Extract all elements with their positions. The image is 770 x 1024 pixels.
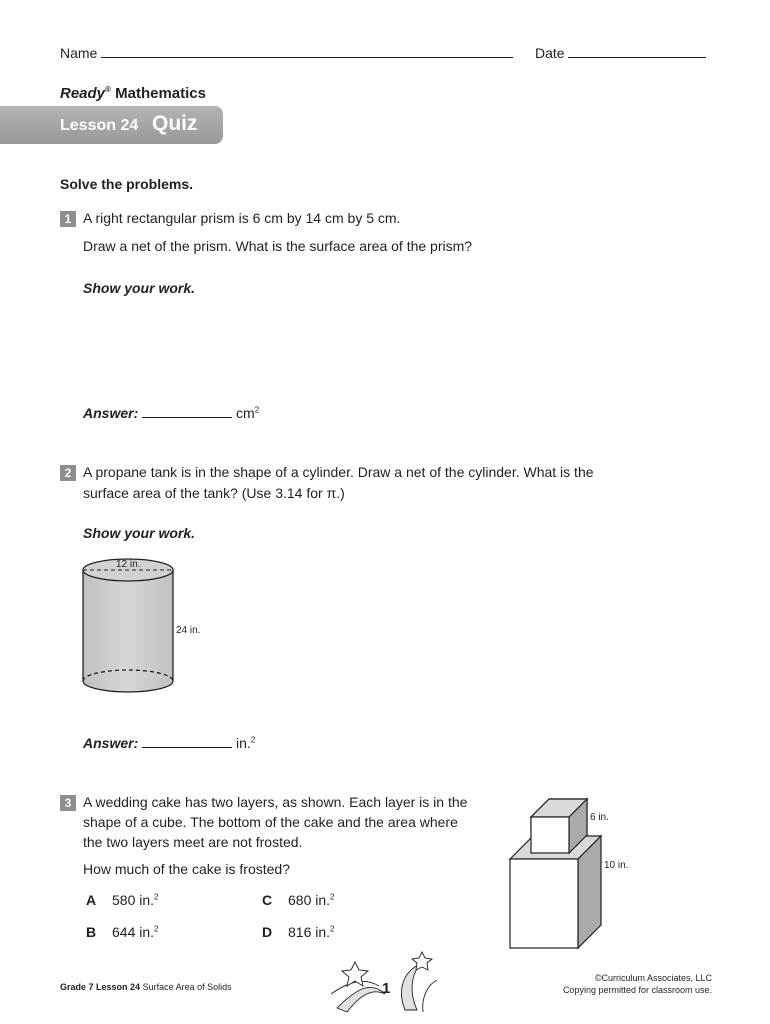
cylinder-diameter-label: 12 in. xyxy=(116,559,141,570)
instructions: Solve the problems. xyxy=(60,176,194,192)
q1-answer xyxy=(83,405,259,421)
choice-b-exp: 2 xyxy=(154,924,159,934)
choice-d-value: 816 in. xyxy=(288,924,331,940)
choice-d[interactable] xyxy=(262,924,335,940)
choice-b-value: 644 in. xyxy=(112,924,155,940)
q2-line1: A propane tank is in the shape of a cylinder. Draw a net of the cylinder. What is the xyxy=(83,464,594,480)
q2-answer xyxy=(83,735,255,751)
q1-answer-unit: cm xyxy=(236,405,255,421)
q2-show-work: Show your work. xyxy=(83,525,196,541)
q3-line2: shape of a cube. The bottom of the cake and the area where xyxy=(83,814,458,830)
top-layer-edge-label: 6 in. xyxy=(590,812,609,823)
banner-lesson: Lesson 24 xyxy=(60,117,139,134)
q2-answer-unit: in. xyxy=(236,735,251,751)
q1-answer-unit-exp: 2 xyxy=(254,405,260,415)
choice-a[interactable] xyxy=(86,892,159,908)
q3-line1: A wedding cake has two layers, as shown. Each layer is in the xyxy=(83,794,468,810)
brand-ready: Ready xyxy=(60,85,106,102)
date-field xyxy=(535,45,706,61)
choice-a-value: 580 in. xyxy=(112,892,155,908)
brand-mathematics: Mathematics xyxy=(115,85,206,102)
footer-copyright: ©Curriculum Associates, LLC xyxy=(594,973,712,983)
footer-topic: Surface Area of Solids xyxy=(142,982,232,992)
name-line[interactable] xyxy=(101,57,513,58)
q3-number-badge: 3 xyxy=(60,795,76,811)
brand-reg: ® xyxy=(105,85,111,94)
q2-number-badge: 2 xyxy=(60,465,76,481)
choice-c-letter: C xyxy=(262,892,273,908)
footer-copyright-block xyxy=(563,972,712,996)
bottom-layer-edge-label: 10 in. xyxy=(604,860,629,871)
q1-number-badge: 1 xyxy=(60,211,76,227)
brand-title xyxy=(60,85,206,102)
lesson-banner xyxy=(0,106,223,144)
cylinder-height-label: 24 in. xyxy=(176,625,201,636)
choice-a-exp: 2 xyxy=(154,892,159,902)
choice-d-letter: D xyxy=(262,924,273,940)
footer-permission: Copying permitted for classroom use. xyxy=(562,985,712,995)
choice-c[interactable] xyxy=(262,892,335,908)
q1-answer-blank[interactable] xyxy=(142,417,232,418)
footer-lesson-info xyxy=(60,982,232,992)
choice-a-letter: A xyxy=(86,892,97,908)
choice-b-letter: B xyxy=(86,924,97,940)
page-number: 1 xyxy=(382,980,391,997)
footer-lesson: Lesson 24 xyxy=(96,982,141,992)
date-line[interactable] xyxy=(568,57,706,58)
q2-answer-label: Answer: xyxy=(83,735,139,751)
choice-c-exp: 2 xyxy=(330,892,335,902)
choice-c-value: 680 in. xyxy=(288,892,331,908)
q3-line3: the two layers meet are not frosted. xyxy=(83,834,303,850)
name-field xyxy=(60,45,513,61)
q2-line2: surface area of the tank? (Use 3.14 for π.) xyxy=(83,485,345,501)
name-label: Name xyxy=(60,45,98,61)
cylinder-diagram xyxy=(78,555,178,700)
choice-b[interactable] xyxy=(86,924,159,940)
q1-line1: A right rectangular prism is 6 cm by 14 cm by 5 cm. xyxy=(83,210,401,226)
q1-answer-label: Answer: xyxy=(83,405,139,421)
q2-answer-blank[interactable] xyxy=(142,747,232,748)
q3-question: How much of the cake is frosted? xyxy=(83,861,290,877)
q1-line2: Draw a net of the prism. What is the surface area of the prism? xyxy=(83,238,473,254)
q2-answer-unit-exp: 2 xyxy=(250,735,256,745)
q1-show-work: Show your work. xyxy=(83,280,196,296)
date-label: Date xyxy=(535,45,565,61)
footer-grade: Grade 7 xyxy=(60,982,94,992)
banner-quiz: Quiz xyxy=(152,112,198,135)
choice-d-exp: 2 xyxy=(330,924,335,934)
